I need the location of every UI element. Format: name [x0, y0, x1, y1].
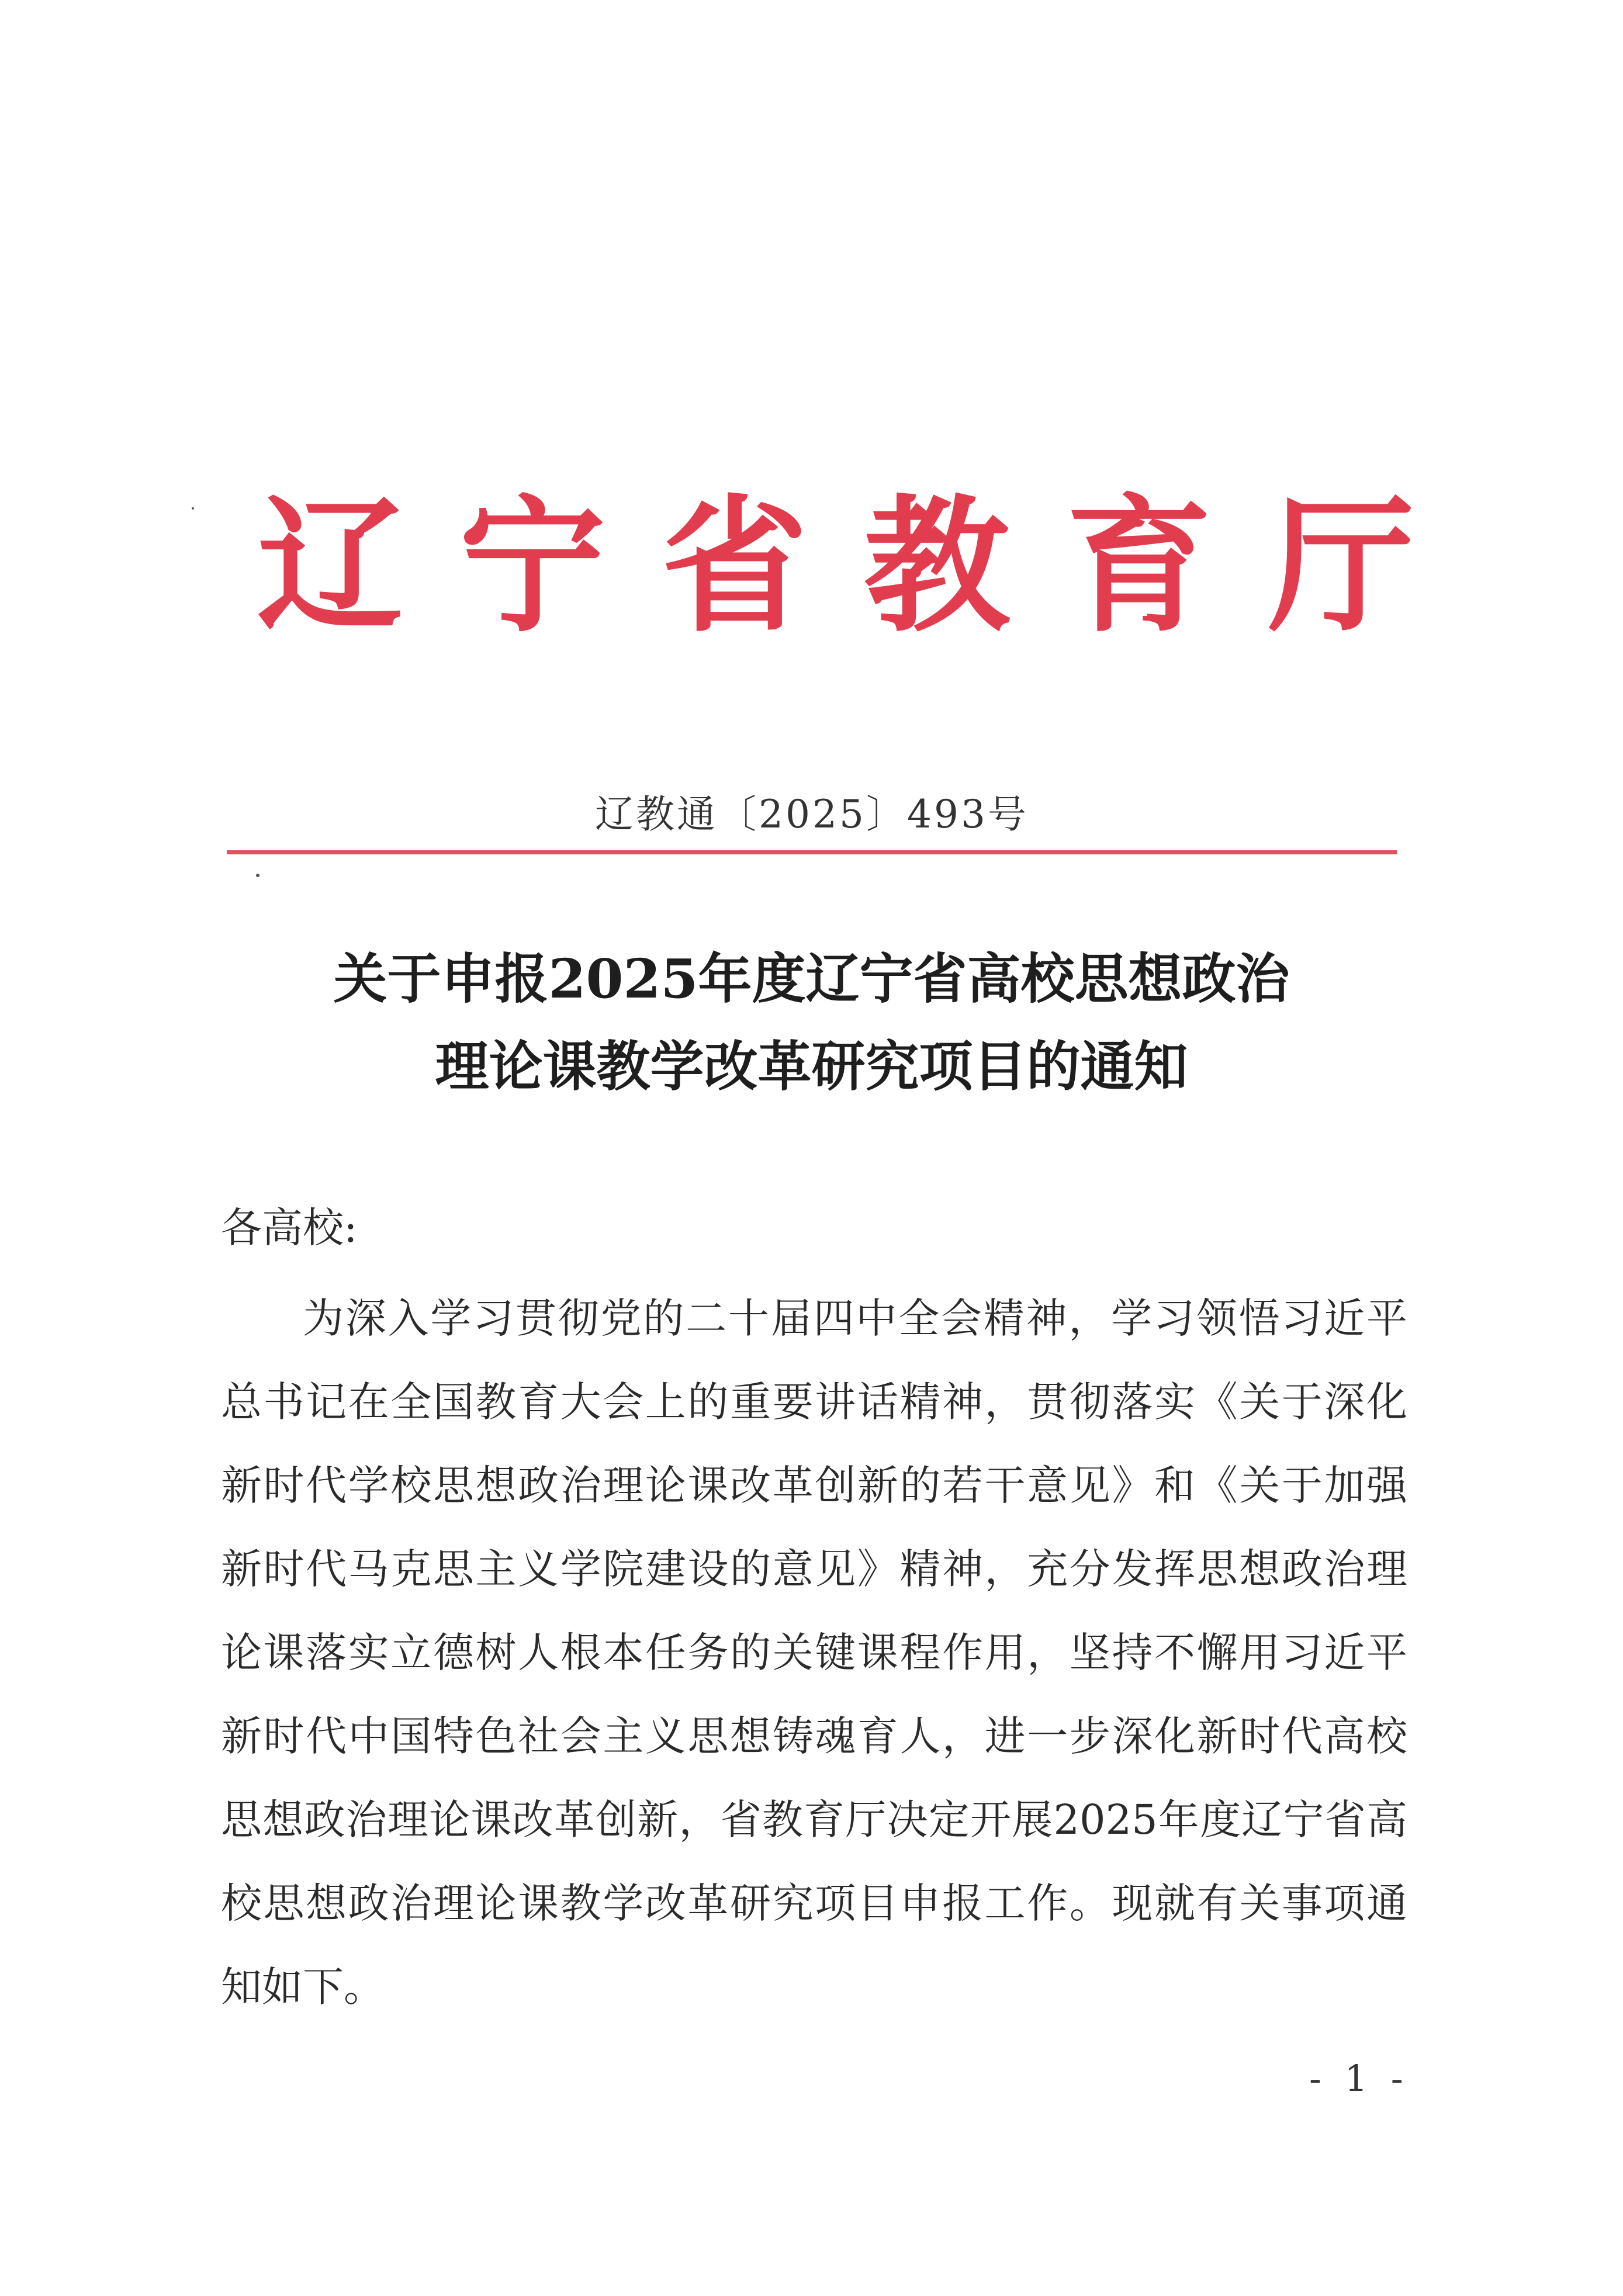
- masthead-char: 育: [1066, 482, 1212, 652]
- body-line: 论课落实立德树人根本任务的关键课程作用，坚持不懈用习近平: [221, 1629, 1407, 1677]
- body-paragraph: [221, 1277, 1407, 2029]
- title-line-2: 理论课教学改革研究项目的通知: [435, 1035, 1188, 1098]
- page-number: - 1 -: [1309, 2057, 1409, 2100]
- title-line-1: 关于申报2025年度辽宁省高校思想政治: [333, 947, 1290, 1010]
- masthead-char: 省: [662, 482, 808, 652]
- body-line: 总书记在全国教育大会上的重要讲话精神，贯彻落实《关于深化: [221, 1378, 1407, 1426]
- document-number: 辽教通〔2025〕493号: [595, 792, 1029, 837]
- masthead-char: 教: [864, 482, 1010, 652]
- body-line: 新时代中国特色社会主义思想铸魂育人，进一步深化新时代高校: [221, 1712, 1407, 1760]
- masthead: [257, 479, 1414, 654]
- masthead-char: 辽: [257, 482, 403, 652]
- body-line: 新时代马克思主义学院建设的意见》精神，充分发挥思想政治理: [221, 1545, 1407, 1593]
- body-line: 思想政治理论课改革创新，省教育厅决定开展2025年度辽宁省高: [221, 1796, 1407, 1844]
- document-title: [175, 935, 1448, 1110]
- body-line: 新时代学校思想政治理论课改革创新的若干意见》和《关于加强: [221, 1462, 1407, 1509]
- body-line: 知如下。: [221, 1963, 385, 2011]
- body-line: 校思想政治理论课教学改革研究项目申报工作。现就有关事项通: [221, 1879, 1407, 1927]
- body-line: 为深入学习贯彻党的二十届四中全会精神，学习领悟习近平: [303, 1294, 1407, 1342]
- scan-speck: [256, 874, 259, 877]
- masthead-char: 厅: [1268, 482, 1414, 652]
- masthead-char: 宁: [459, 482, 605, 652]
- red-divider-rule: [227, 850, 1397, 854]
- salutation: 各高校:: [221, 1204, 358, 1252]
- scan-speck: [192, 507, 194, 510]
